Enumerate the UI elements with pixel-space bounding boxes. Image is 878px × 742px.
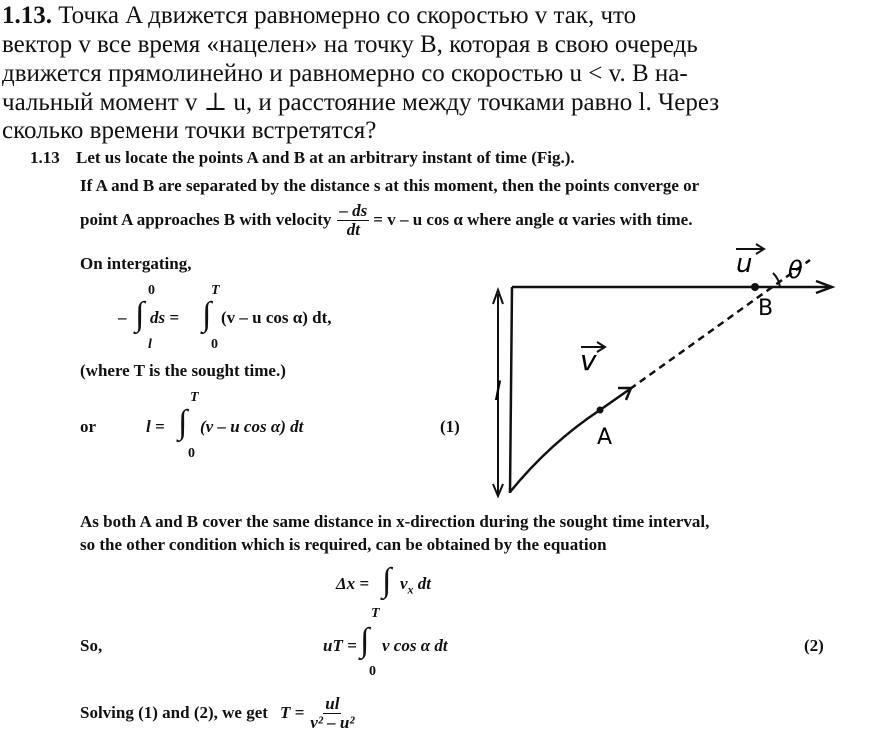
eq-minus: – — [118, 308, 127, 327]
eq-right-lower-limit: 0 — [211, 337, 218, 352]
problem-number: 1.13. — [2, 2, 52, 29]
result-text: Solving (1) and (2), we get — [80, 703, 268, 722]
point-b-dot — [751, 283, 759, 291]
label-u: u — [736, 249, 753, 279]
where-note: (where T is the sought time.) — [80, 361, 286, 380]
eq2-integrand: v cos α dt — [382, 636, 448, 655]
eq1-integral-sign: ∫ — [178, 404, 188, 441]
velocity-tail: = v – u cos α where angle α varies with time. — [373, 210, 693, 229]
velocity-denominator: dt — [346, 219, 360, 239]
on-integrating: On intergating, — [80, 254, 192, 273]
or-word: or — [80, 417, 97, 436]
eq1-lhs: l = — [146, 417, 165, 436]
problem-line-1 — [2, 2, 636, 29]
velocity-text: point A approaches B with velocity — [80, 210, 332, 229]
trajectory-a — [510, 410, 600, 492]
label-theta: θ — [788, 256, 803, 284]
integral-sign-right: ∫ — [202, 296, 212, 333]
eq2-lhs: uT = — [323, 636, 357, 655]
problem-line-4: чальный момент v ⊥ u, и расстояние между точками равно l. Через — [2, 89, 720, 116]
eqdx-integrand — [400, 574, 431, 599]
eq1-integrand: (v – u cos α) dt — [200, 417, 304, 436]
eq2-lower-limit: 0 — [369, 664, 376, 679]
solution-intro-line — [30, 148, 575, 168]
problem-line-3: движется прямолинейно и равномерно со скоростью u < v. В на- — [2, 60, 688, 87]
solution-line-2: If A and B are separated by the distance s at this moment, then the points converge or — [80, 176, 700, 195]
problem-line-2: вектор v все время «нацелен» на точку B, которая в свою очередь — [2, 31, 698, 58]
label-v: v — [580, 344, 597, 377]
eqdx-lhs: Δx = — [336, 574, 370, 593]
so-word: So, — [80, 636, 103, 655]
result-lhs: T = — [279, 703, 305, 722]
eqdx-subscript: x — [407, 582, 414, 597]
eqdx-integral-sign: ∫ — [382, 562, 392, 599]
equation-dx — [336, 562, 486, 604]
label-a: A — [597, 425, 613, 450]
eqdx-v: v — [400, 574, 408, 593]
eq2-integral-sign: ∫ — [360, 622, 370, 659]
velocity-numerator: – ds — [339, 200, 368, 220]
problem-text-1: Точка A движется равномерно со скоростью v так, что — [58, 2, 637, 29]
eq-left-integrand: ds = — [150, 308, 180, 327]
pursuit-figure — [480, 238, 850, 508]
solution-number: 1.13 — [30, 148, 60, 167]
eq1-lower-limit: 0 — [188, 446, 195, 461]
velocity-fraction — [337, 202, 369, 239]
equation-1 — [80, 388, 480, 460]
label-l: l — [494, 377, 502, 407]
velocity-line — [80, 200, 692, 240]
result-denominator: v² – u² — [310, 712, 355, 732]
label-b: B — [758, 296, 774, 321]
equation-2 — [80, 604, 840, 678]
left-vertical-line — [510, 287, 512, 493]
eq2-tag: (2) — [804, 636, 824, 655]
paragraph-2-line-2: so the other condition which is required, can be obtained by the equation — [80, 535, 607, 554]
result-numerator: ul — [325, 693, 340, 713]
result-fraction — [310, 695, 354, 732]
eq1-upper-limit: T — [190, 390, 199, 405]
eq-left-upper-limit: 0 — [148, 283, 155, 298]
solution-intro: Let us locate the points A and B at an arbitrary instant of time (Fig.). — [76, 148, 575, 167]
eq1-tag: (1) — [440, 417, 460, 436]
eq-left-lower-limit: l — [148, 337, 152, 352]
eq-right-integrand: (v – u cos α) dt, — [221, 308, 332, 327]
paragraph-2-line-1: As both A and B cover the same distance in x-direction during the sought time interval, — [80, 512, 710, 531]
eq2-upper-limit: T — [371, 606, 380, 621]
equation-integral-form — [118, 281, 378, 351]
problem-line-5: сколько времени точки встретятся? — [2, 117, 377, 144]
line-of-sight — [630, 260, 810, 389]
angle-arc — [773, 273, 780, 287]
eq-right-upper-limit: T — [211, 283, 220, 298]
eqdx-tail: dt — [417, 574, 432, 593]
result-line — [80, 690, 354, 736]
integral-sign-left: ∫ — [135, 296, 145, 333]
